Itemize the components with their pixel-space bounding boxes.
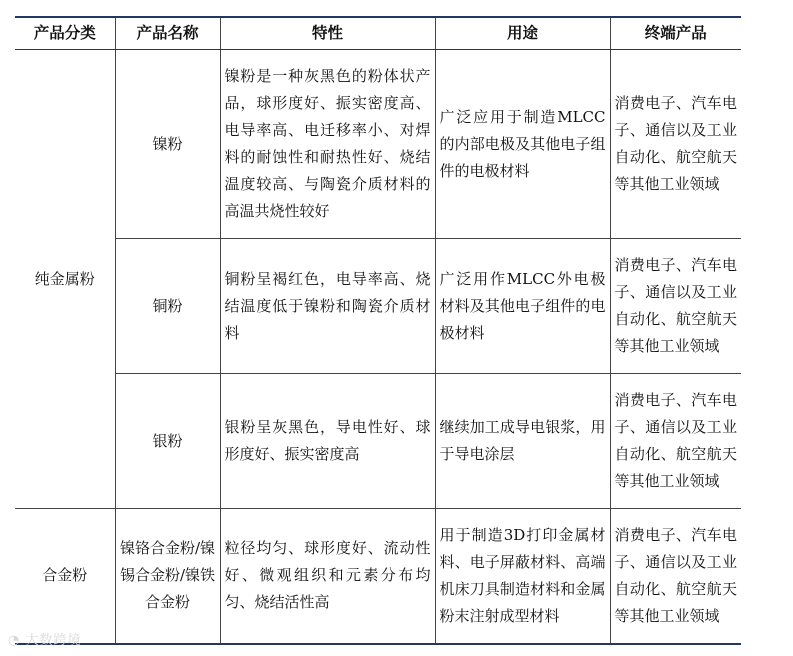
category-cell: 合金粉 xyxy=(15,509,115,644)
feature-cell: 银粉呈灰黑色，导电性好、球形度好、振实密度高 xyxy=(220,374,435,509)
table-row xyxy=(15,374,741,509)
usage-cell: 广泛用作MLCC外电极材料及其他电子组件的电极材料 xyxy=(435,239,610,374)
header-product-name: 产品名称 xyxy=(115,17,220,50)
table-row xyxy=(15,239,741,374)
terminal-product-cell: 消费电子、汽车电子、通信以及工业自动化、航空航天等其他工业领域 xyxy=(610,50,741,239)
usage-cell: 继续加工成导电银浆，用于导电涂层 xyxy=(435,374,610,509)
usage-cell: 广泛应用于制造MLCC的内部电极及其他电子组件的电极材料 xyxy=(435,50,610,239)
header-usage: 用途 xyxy=(435,17,610,50)
table-header-row xyxy=(15,17,741,50)
terminal-product-cell: 消费电子、汽车电子、通信以及工业自动化、航空航天等其他工业领域 xyxy=(610,374,741,509)
watermark xyxy=(8,629,82,648)
product-name-cell: 镍铬合金粉/镍锡合金粉/镍铁合金粉 xyxy=(115,509,220,644)
header-feature: 特性 xyxy=(220,17,435,50)
terminal-product-cell: 消费电子、汽车电子、通信以及工业自动化、航空航天等其他工业领域 xyxy=(610,239,741,374)
header-terminal-product: 终端产品 xyxy=(610,17,741,50)
feature-cell: 镍粉是一种灰黑色的粉体状产品，球形度好、振实密度高、电导率高、电迁移率小、对焊料的耐蚀性和耐热性好、烧结温度较高、与陶瓷介质材料的高温共烧性较好 xyxy=(220,50,435,239)
terminal-product-cell: 消费电子、汽车电子、通信以及工业自动化、航空航天等其他工业领域 xyxy=(610,509,741,644)
category-cell: 纯金属粉 xyxy=(15,50,115,509)
table-row xyxy=(15,50,741,239)
product-name-cell: 铜粉 xyxy=(115,239,220,374)
feature-cell: 粒径均匀、球形度好、流动性好、微观组织和元素分布均匀、烧结活性高 xyxy=(220,509,435,644)
product-name-cell: 镍粉 xyxy=(115,50,220,239)
watermark-text: 大数跨境 xyxy=(25,633,82,648)
usage-cell: 用于制造3D打印金属材料、电子屏蔽材料、高端机床刀具制造材料和金属粉末注射成型材料 xyxy=(435,509,610,644)
watermark-logo-icon: ◔ xyxy=(8,633,21,648)
feature-cell: 铜粉呈褐红色，电导率高、烧结温度低于镍粉和陶瓷介质材料 xyxy=(220,239,435,374)
product-name-cell: 银粉 xyxy=(115,374,220,509)
table-row xyxy=(15,509,741,644)
header-category: 产品分类 xyxy=(15,17,115,50)
product-table xyxy=(15,16,741,645)
